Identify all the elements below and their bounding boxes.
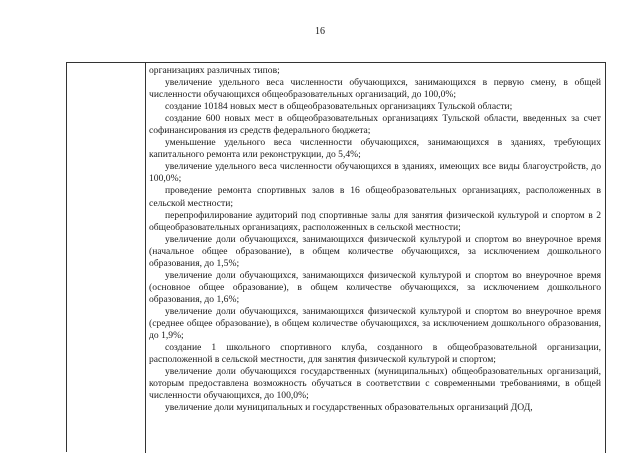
paragraph: уменьшение удельного веса численности обучающихся, занимающихся в зданиях, требующих капитального ремонта или реконструкции, до 5,4%; bbox=[149, 137, 601, 161]
paragraph: создание 1 школьного спортивного клуба, созданного в общеобразовательной организации, расположенной в сельской местности, для занятия физической культурой и спортом; bbox=[149, 342, 601, 366]
paragraph: увеличение доли муниципальных и государственных образовательных организаций ДОД, bbox=[165, 402, 533, 414]
paragraph: увеличение удельного веса численности обучающихся в зданиях, имеющих все виды благоустройств, до 100,0%; bbox=[149, 161, 601, 185]
paragraph: проведение ремонта спортивных залов в 16 общеобразовательных организациях, расположенных в сельской местности; bbox=[149, 185, 601, 209]
paragraph: увеличение доли обучающихся, занимающихся физической культурой и спортом во внеурочное время (среднее общее образование), в общем количестве обучающихся, за исключением дошкольного образования, до 1,9%; bbox=[149, 305, 601, 342]
table-right-border bbox=[605, 63, 606, 453]
paragraph: увеличение доли обучающихся, занимающихся физической культурой и спортом во внеурочное время (начальное общее образование), в общем количестве обучающихся, за исключением дошкольного образования, до 1,5%; bbox=[149, 233, 601, 269]
page-number: 16 bbox=[315, 26, 325, 37]
paragraph: организациях различных типов; bbox=[149, 65, 280, 76]
paragraph: увеличение доли обучающихся, занимающихся физической культурой и спортом во внеурочное время (основное общее образование), в общем количестве обучающихся, за исключением дошкольного образования, до 1,6%; bbox=[149, 269, 601, 305]
paragraph: увеличение доли обучающихся государственных (муниципальных) общеобразовательных организаций, которым предоставлена возможность обучаться в соответствии с современными требованиями, в общей численности обучающихся, до 100,0%; bbox=[149, 366, 601, 402]
paragraph: создание 600 новых мест в общеобразовательных организациях Тульской области, введенных за счет софинансирования из средств федерального бюджета; bbox=[149, 113, 601, 137]
paragraph: перепрофилирование аудиторий под спортивные залы для занятия физической культурой и спортом в 2 общеобразовательных организациях, расположенных в сельской местности; bbox=[149, 209, 601, 233]
paragraph: увеличение удельного веса численности обучающихся, занимающихся в первую смену, в общей численности обучающихся общеобразовательных организаций, до 100,0%; bbox=[149, 77, 601, 101]
document-table bbox=[66, 62, 606, 452]
paragraph: создание 10184 новых мест в общеобразовательных организациях Тульской области; bbox=[165, 101, 513, 113]
table-content-cell bbox=[149, 65, 601, 414]
column-divider bbox=[145, 63, 146, 453]
